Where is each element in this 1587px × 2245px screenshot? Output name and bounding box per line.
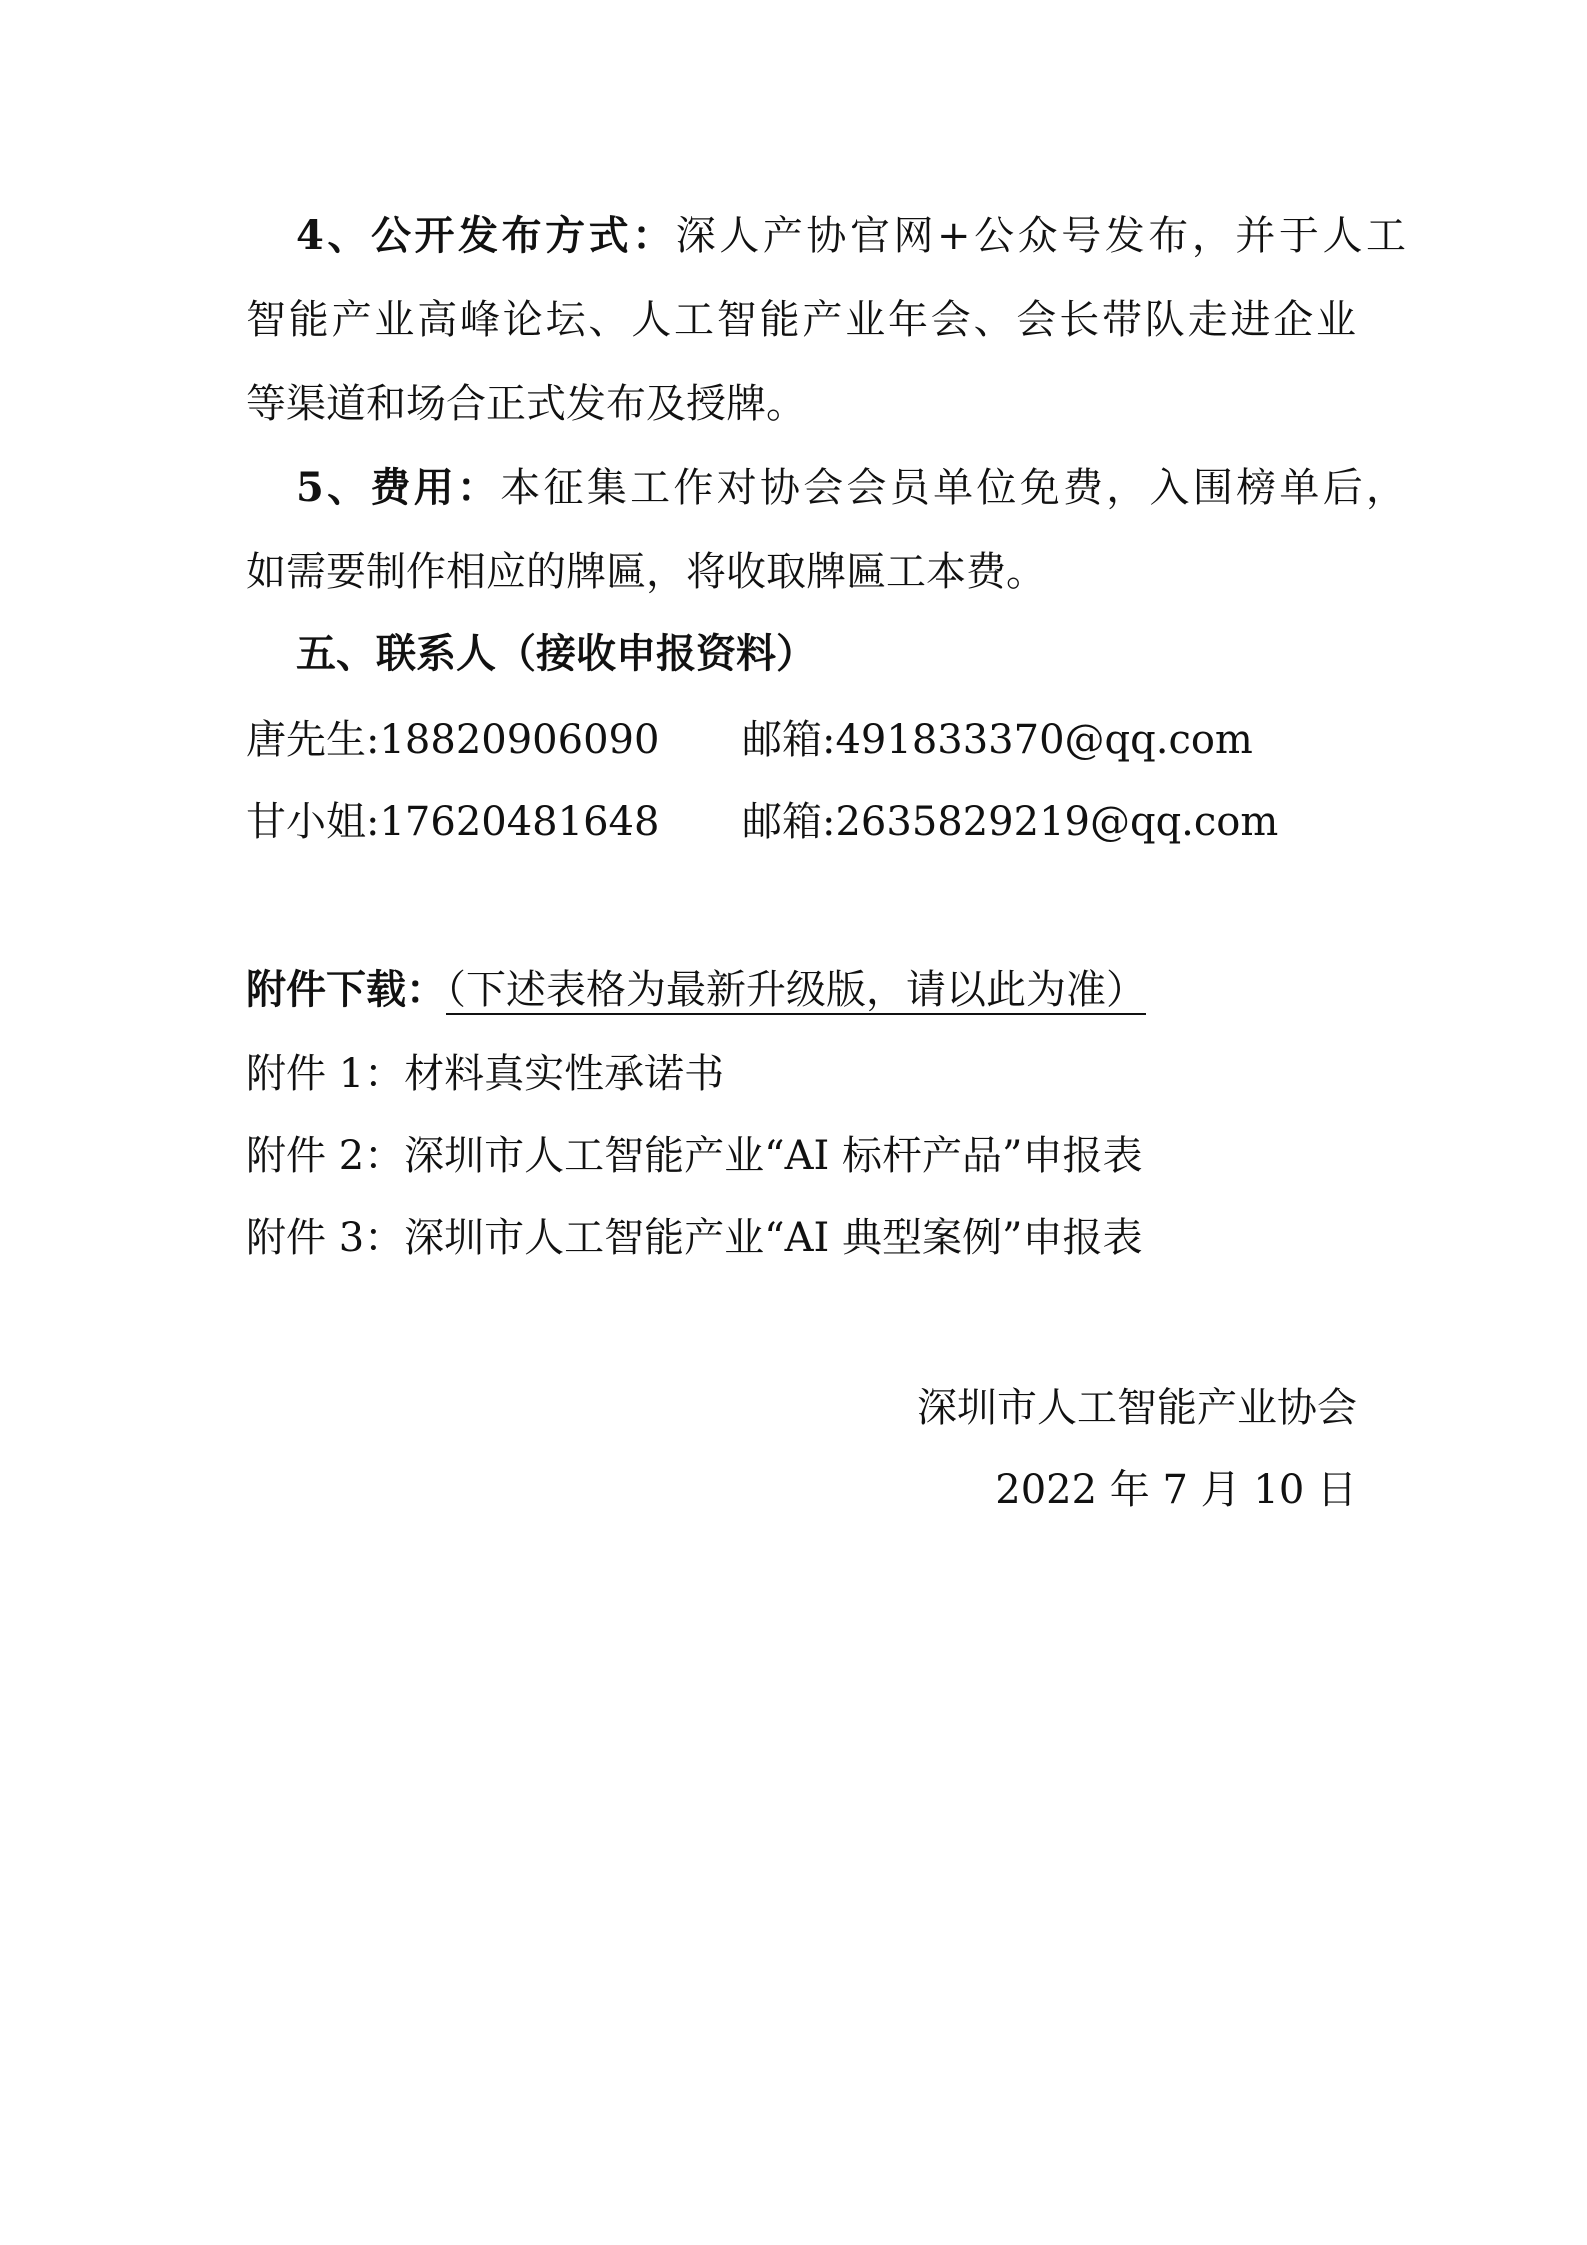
attachments-label: 附件下载： [246, 966, 446, 1013]
contact-name-phone: 甘小姐:17620481648 [246, 799, 660, 845]
section-4-line-2: 智能产业高峰论坛、人工智能产业年会、会长带队走进企业 [246, 297, 1356, 343]
section-5-number: 5、 [296, 464, 371, 511]
section-5-label: 费用： [370, 464, 501, 511]
section-4-line-1 [246, 194, 1406, 278]
attachment-item-1[interactable]: 附件 1：材料真实性承诺书 [246, 1051, 725, 1097]
section-4-label: 公开发布方式： [370, 212, 676, 259]
contact-row [246, 698, 1356, 782]
attachments-note: （下述表格为最新升级版，请以此为准） [446, 967, 1146, 1013]
section-4-text-1: 深人产协官网+公众号发布，并于人工 [675, 213, 1407, 259]
attachment-item-2[interactable]: 附件 2：深圳市人工智能产业“AI 标杆产品”申报表 [246, 1133, 1143, 1179]
section-5-line-2: 如需要制作相应的牌匾，将收取牌匾工本费。 [246, 549, 1046, 595]
contacts-heading: 五、联系人（接收申报资料） [296, 630, 816, 677]
contact-name-phone: 唐先生:18820906090 [246, 717, 660, 763]
attachment-item-3[interactable]: 附件 3：深圳市人工智能产业“AI 典型案例”申报表 [246, 1215, 1143, 1261]
attachments-header [246, 948, 1356, 1032]
signature-org: 深圳市人工智能产业协会 [917, 1385, 1357, 1431]
section-4-line-3: 等渠道和场合正式发布及授牌。 [246, 381, 806, 427]
section-4-number: 4、 [296, 212, 371, 259]
section-5-text-1: 本征集工作对协会会员单位免费，入围榜单后， [500, 465, 1406, 511]
contact-row [246, 780, 1356, 864]
signature-date: 2022 年 7 月 10 日 [995, 1467, 1357, 1513]
contact-email[interactable]: 邮箱:2635829219@qq.com [742, 799, 1279, 845]
section-5-line-1 [246, 446, 1406, 530]
contact-email[interactable]: 邮箱:491833370@qq.com [742, 717, 1253, 763]
